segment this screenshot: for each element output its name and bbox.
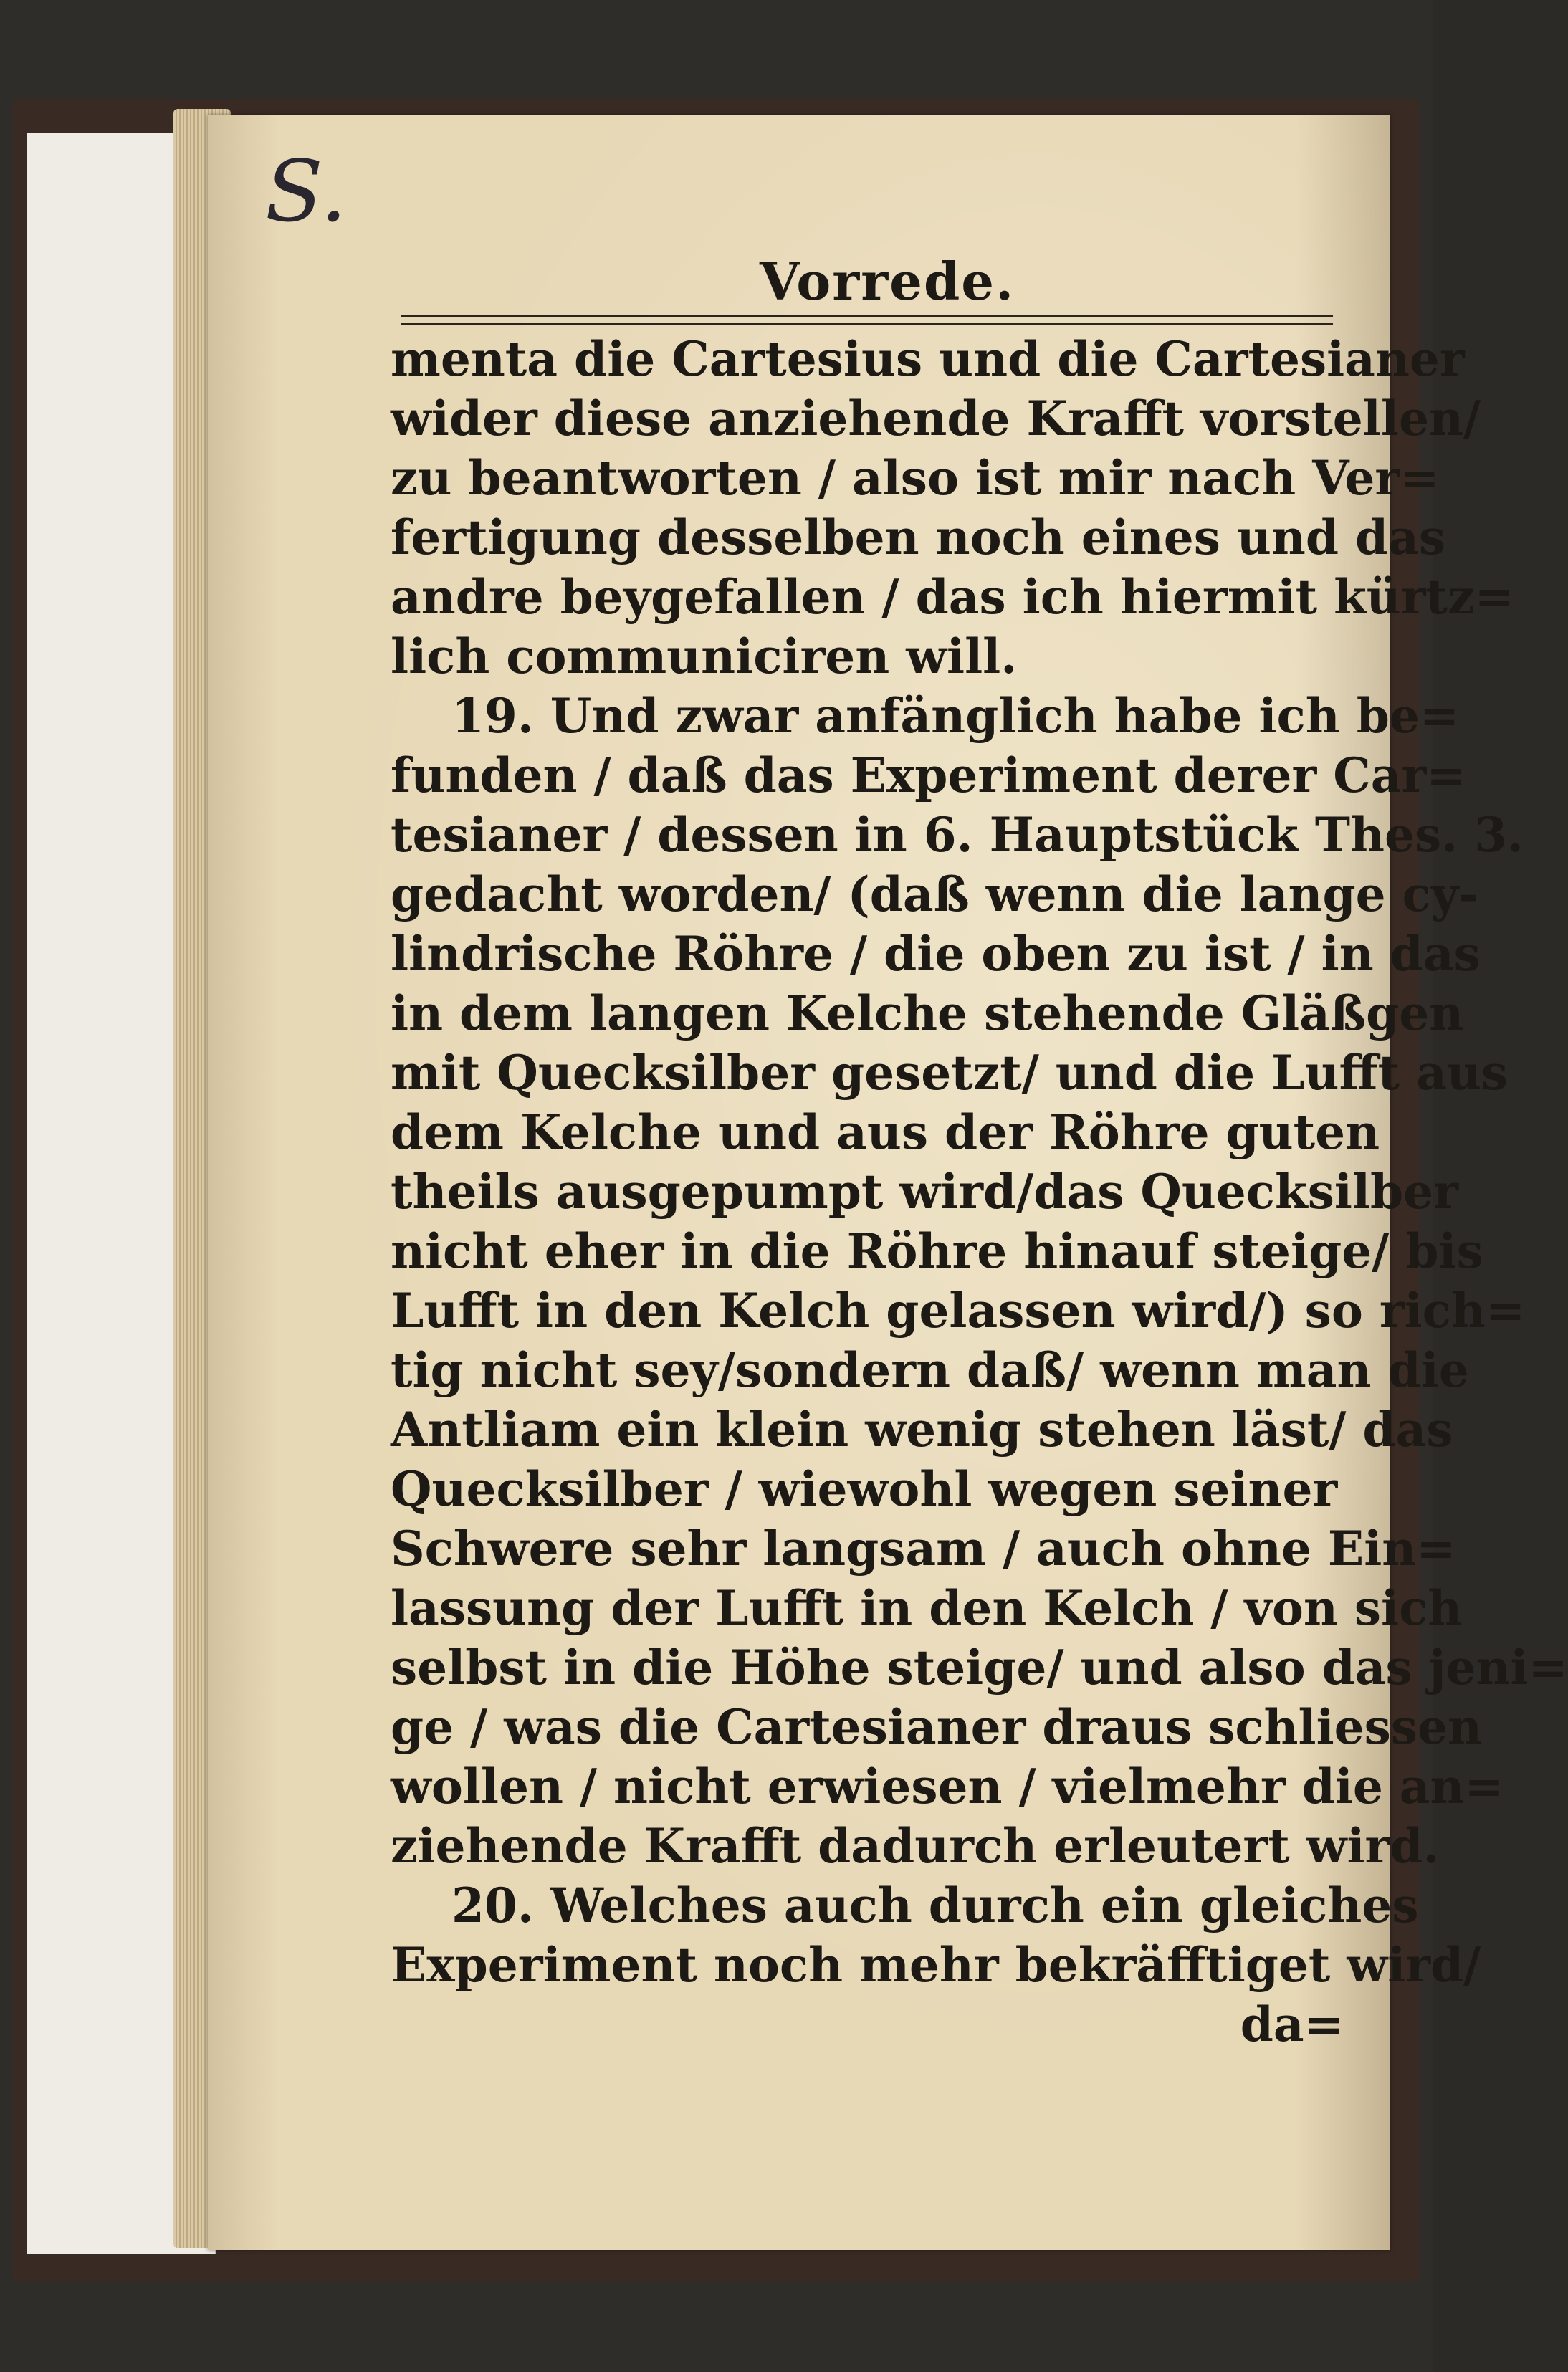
text-line: Quecksilber / wiewohl wegen seiner: [391, 1461, 1338, 1517]
text-line: wider diese anziehende Krafft vorstellen/: [391, 391, 1481, 446]
text-line: andre beygefallen / das ich hiermit kürtz=: [391, 569, 1514, 625]
signature-mark: S.: [265, 142, 348, 241]
text-line: fertigung desselben noch eines und das: [391, 510, 1446, 565]
text-line: ge / was die Cartesianer draus schliessen: [391, 1699, 1482, 1755]
header-rule: [401, 315, 1333, 325]
text-line: lindrische Röhre / die oben zu ist / in das: [391, 926, 1481, 982]
text-line: wollen / nicht erwiesen / vielmehr die an=: [391, 1759, 1504, 1814]
text-line: Antliam ein klein wenig stehen läst/ das: [391, 1402, 1453, 1458]
catchword: da=: [1240, 1996, 1344, 2052]
text-line: Lufft in den Kelch gelassen wird/) so rich=: [391, 1283, 1526, 1339]
text-line: gedacht worden/ (daß wenn die lange cy-: [391, 866, 1478, 922]
text-line: ziehende Krafft dadurch erleutert wird.: [391, 1818, 1440, 1874]
body-text: [391, 330, 1568, 2055]
text-line: lich communiciren will.: [391, 628, 1018, 684]
text-line: mit Quecksilber gesetzt/ und die Lufft aus: [391, 1045, 1508, 1101]
text-line: Schwere sehr langsam / auch ohne Ein=: [391, 1521, 1456, 1577]
running-header: Vorrede.: [760, 251, 1015, 312]
text-line: funden / daß das Experiment derer Car=: [391, 747, 1466, 803]
text-line: nicht eher in die Röhre hinauf steige/ bis: [391, 1223, 1483, 1279]
text-line: theils ausgepumpt wird/das Quecksilber: [391, 1164, 1458, 1220]
text-line: zu beantworten / also ist mir nach Ver=: [391, 450, 1440, 506]
text-line: tesianer / dessen in 6. Hauptstück Thes. 3.: [391, 807, 1524, 863]
text-line: selbst in die Höhe steige/ und also das jeni=: [391, 1640, 1568, 1696]
text-line: menta die Cartesius und die Cartesianer: [391, 331, 1465, 387]
paragraph-20-start: 20. Welches auch durch ein gleiches: [451, 1878, 1419, 1933]
text-line: in dem langen Kelche stehende Gläßgen: [391, 985, 1464, 1041]
text-line: tig nicht sey/sondern daß/ wenn man die: [391, 1342, 1469, 1398]
text-line: Experiment noch mehr bekräfftiget wird/: [391, 1937, 1481, 1993]
paragraph-19-start: 19. Und zwar anfänglich habe ich be=: [451, 688, 1460, 744]
text-line: lassung der Lufft in den Kelch / von sich: [391, 1580, 1463, 1636]
text-line: dem Kelche und aus der Röhre guten: [391, 1104, 1380, 1160]
